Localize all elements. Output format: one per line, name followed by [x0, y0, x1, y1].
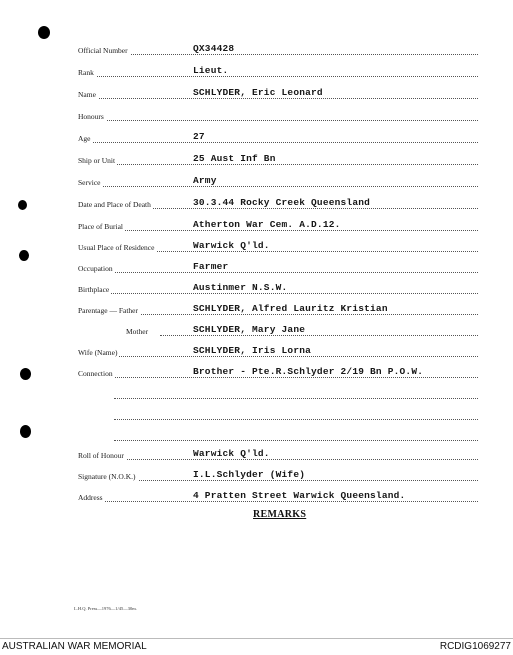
- field-label: Parentage — Father: [78, 306, 138, 315]
- field-age: [78, 128, 478, 146]
- dotted-line: [78, 272, 478, 273]
- field-value: Atherton War Cem. A.D.12.: [193, 219, 341, 230]
- field-honours: [78, 106, 478, 124]
- remarks-heading: REMARKS: [253, 509, 307, 520]
- dotted-line: [78, 186, 478, 187]
- field-label: Occupation: [78, 264, 113, 273]
- field-value: Warwick Q'ld.: [193, 240, 270, 251]
- field-value: SCHLYDER, Eric Leonard: [193, 87, 323, 98]
- punch-hole-left-1: [18, 200, 27, 210]
- field-ship-or-unit: [78, 150, 478, 168]
- field-occupation: [78, 258, 478, 276]
- dotted-line: [114, 398, 478, 399]
- field-value: Austinmer N.S.W.: [193, 282, 288, 293]
- field-label: Usual Place of Residence: [78, 243, 155, 252]
- punch-hole-left-4: [20, 425, 31, 438]
- dotted-line: [78, 54, 478, 55]
- field-rank: [78, 62, 478, 80]
- field-parentage-father: [78, 300, 478, 318]
- field-value: 27: [193, 131, 205, 142]
- field-usual-residence: [78, 237, 478, 255]
- field-label: Roll of Honour: [78, 451, 124, 460]
- field-parentage-mother: [78, 321, 478, 339]
- dotted-line: [78, 501, 478, 502]
- field-label: Connection: [78, 369, 113, 378]
- printer-imprint: L.H.Q. Press—1976—1/45—30m.: [74, 606, 137, 611]
- field-connection-cont-1: [78, 384, 478, 402]
- dotted-line: [78, 76, 478, 77]
- punch-hole-top: [38, 26, 50, 39]
- field-value: I.L.Schlyder (Wife): [193, 469, 306, 480]
- field-value: Warwick Q'ld.: [193, 448, 270, 459]
- field-connection-cont-2: [78, 405, 478, 423]
- field-value: SCHLYDER, Mary Jane: [193, 324, 306, 335]
- field-label: Ship or Unit: [78, 156, 116, 165]
- field-wife-name: [78, 342, 478, 360]
- field-label: Rank: [78, 68, 94, 77]
- dotted-line: [78, 480, 478, 481]
- dotted-line: [78, 98, 478, 99]
- field-connection: [78, 363, 478, 381]
- field-value: QX34428: [193, 43, 235, 54]
- field-value: SCHLYDER, Alfred Lauritz Kristian: [193, 303, 388, 314]
- field-label: Address: [78, 493, 103, 502]
- field-connection-cont-3: [78, 426, 478, 444]
- field-service: [78, 172, 478, 190]
- field-place-of-burial: [78, 216, 478, 234]
- field-label: Date and Place of Death: [78, 200, 151, 209]
- dotted-line: [160, 335, 478, 336]
- field-label: Official Number: [78, 46, 128, 55]
- field-label: Service: [78, 178, 101, 187]
- field-value: 4 Pratten Street Warwick Queensland.: [193, 490, 406, 501]
- field-value: Lieut.: [193, 65, 229, 76]
- field-value: Brother - Pte.R.Schlyder 2/19 Bn P.O.W.: [193, 366, 424, 377]
- field-label: Name: [78, 90, 96, 99]
- dotted-line: [78, 459, 478, 460]
- field-signature-nok: [78, 466, 478, 484]
- field-address: [78, 487, 478, 505]
- dotted-line: [78, 164, 478, 165]
- footer-record-id: RCDIG1069277: [439, 641, 511, 652]
- field-label: Mother: [126, 327, 149, 336]
- field-value: Farmer: [193, 261, 229, 272]
- field-roll-of-honour: [78, 445, 478, 463]
- field-label: Honours: [78, 112, 104, 121]
- punch-hole-left-2: [19, 250, 29, 261]
- footer-institution: AUSTRALIAN WAR MEMORIAL: [2, 641, 147, 652]
- field-label: Signature (N.O.K.): [78, 472, 136, 481]
- field-value: 30.3.44 Rocky Creek Queensland: [193, 197, 371, 208]
- field-name: [78, 84, 478, 102]
- field-label: Place of Burial: [78, 222, 123, 231]
- dotted-line: [78, 356, 478, 357]
- archive-footer: [0, 638, 513, 655]
- dotted-line: [78, 120, 478, 121]
- field-label: Birthplace: [78, 285, 110, 294]
- punch-hole-left-3: [20, 368, 31, 380]
- field-date-place-of-death: [78, 194, 478, 212]
- field-official-number: [78, 40, 478, 58]
- field-value: SCHLYDER, Iris Lorna: [193, 345, 312, 356]
- field-value: 25 Aust Inf Bn: [193, 153, 276, 164]
- dotted-line: [114, 419, 478, 420]
- dotted-line: [78, 142, 478, 143]
- dotted-line: [114, 440, 478, 441]
- dotted-line: [78, 293, 478, 294]
- field-label: Age: [78, 134, 91, 143]
- dotted-line: [78, 230, 478, 231]
- field-value: Army: [193, 175, 217, 186]
- field-label: Wife (Name): [78, 348, 118, 357]
- field-birthplace: [78, 279, 478, 297]
- dotted-line: [78, 377, 478, 378]
